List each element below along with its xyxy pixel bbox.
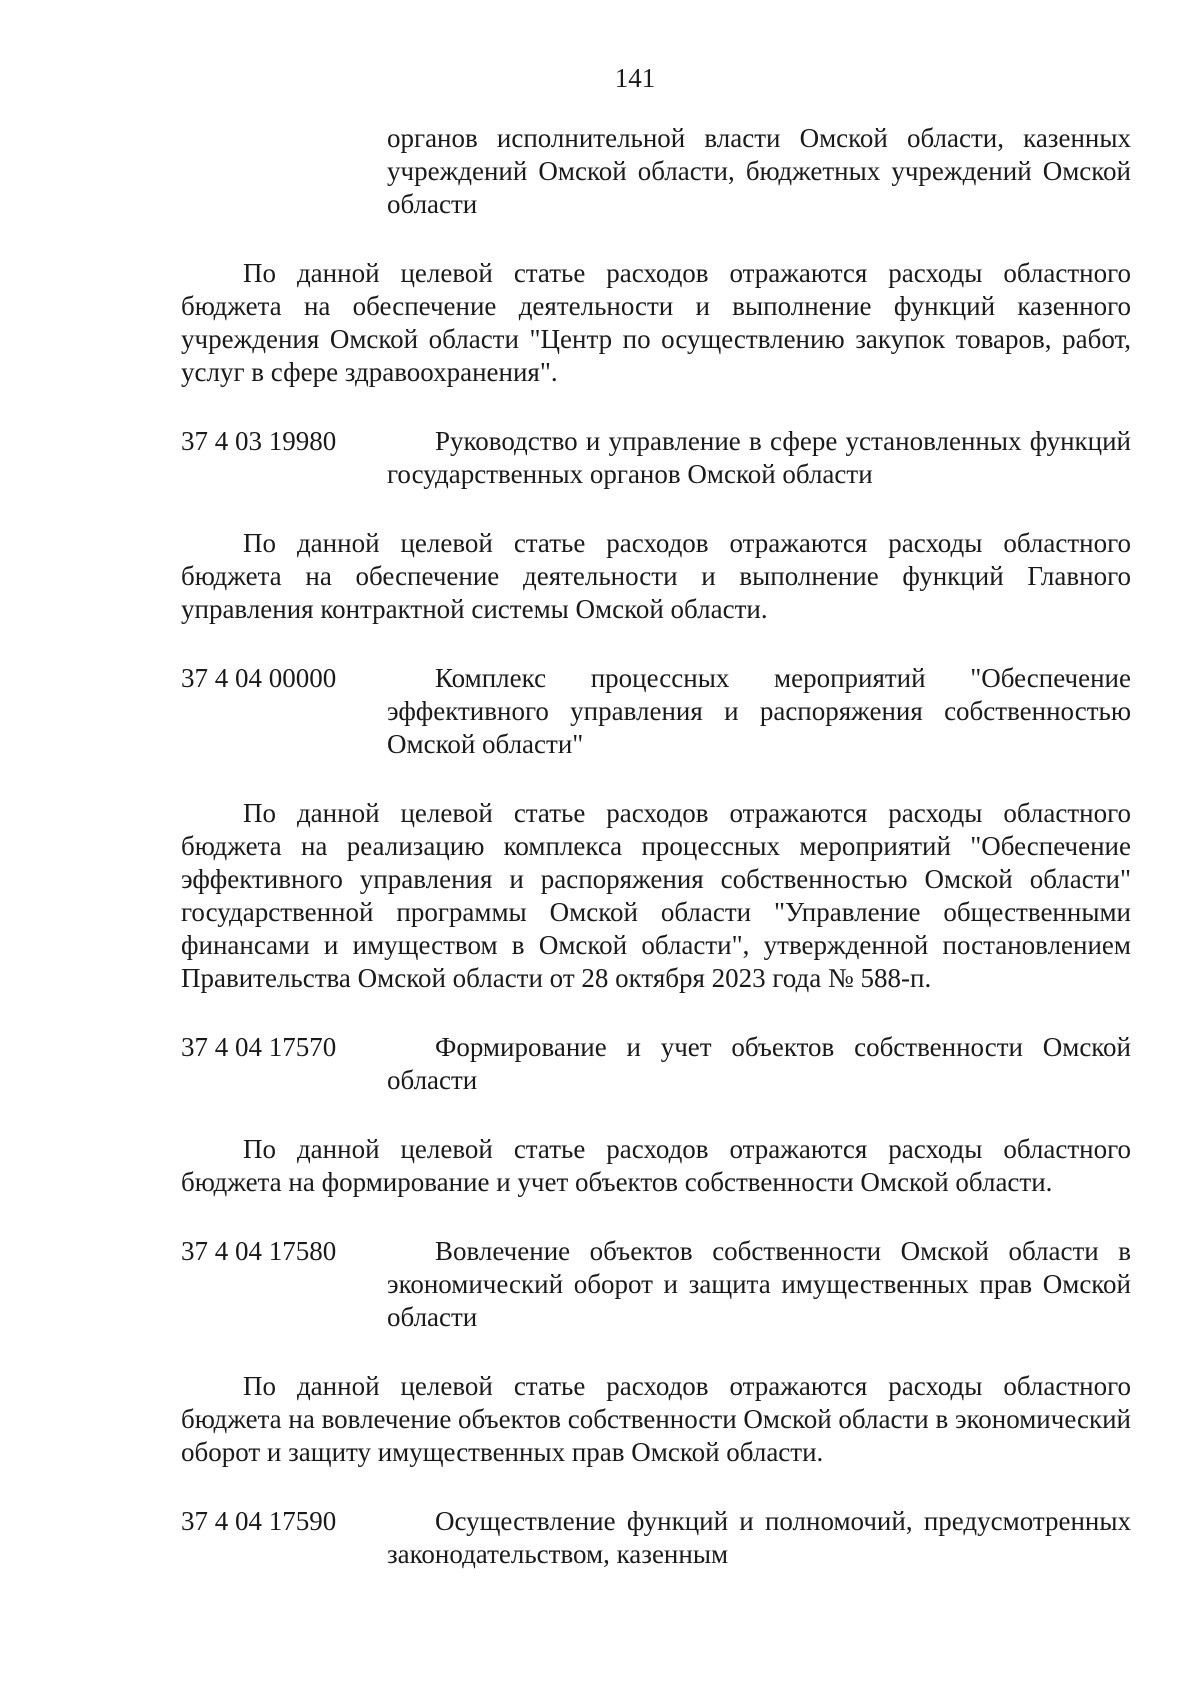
- entry-code: 37 4 04 17580: [181, 1236, 337, 1266]
- budget-entry: [181, 425, 1131, 491]
- document-body: [181, 122, 1131, 1571]
- intro-title: органов исполнительной власти Омской области, казенных учреждений Омской области, бюджетных учреждений Омской области: [387, 123, 1131, 219]
- page-number: 141: [614, 63, 656, 93]
- entry-title: Осуществление функций и полномочий, предусмотренных законодательством, казенным: [387, 1506, 1131, 1569]
- budget-entry: [181, 1031, 1131, 1097]
- entry-description: По данной целевой статье расходов отражаются расходы областного бюджета на обеспечение деятельности и выполнение функций казенного учреждения Омской области "Центр по осуществлению закупок товаров, работ, услуг в сфере здравоохранения".: [181, 258, 1131, 387]
- entry-code: 37 4 04 17570: [181, 1032, 337, 1062]
- entry-title: Формирование и учет объектов собственности Омской области: [387, 1032, 1131, 1095]
- entry-code: 37 4 04 00000: [181, 663, 337, 693]
- entry-code: 37 4 03 19980: [181, 426, 337, 456]
- entry-code: 37 4 04 17590: [181, 1506, 337, 1536]
- entry-title: Комплекс процессных мероприятий "Обеспечение эффективного управления и распоряжения собственностью Омской области": [387, 663, 1131, 759]
- entry-description: По данной целевой статье расходов отражаются расходы областного бюджета на вовлечение объектов собственности Омской области в экономический оборот и защиту имущественных прав Омской области.: [181, 1371, 1131, 1467]
- budget-entry: [181, 1505, 1131, 1571]
- entry-description: По данной целевой статье расходов отражаются расходы областного бюджета на формирование и учет объектов собственности Омской области.: [181, 1134, 1131, 1197]
- budget-entry: [181, 1235, 1131, 1334]
- entry-description: По данной целевой статье расходов отражаются расходы областного бюджета на обеспечение деятельности и выполнение функций Главного управления контрактной системы Омской области.: [181, 528, 1131, 624]
- entry-title: Руководство и управление в сфере установленных функций государственных органов Омской области: [387, 426, 1131, 489]
- budget-entry: [181, 662, 1131, 761]
- entry-title: Вовлечение объектов собственности Омской области в экономический оборот и защита имущественных прав Омской области: [387, 1236, 1131, 1332]
- entry-description: По данной целевой статье расходов отражаются расходы областного бюджета на реализацию комплекса процессных мероприятий "Обеспечение эффективного управления и распоряжения собственностью Омской области" государственной программы Омской области "Управление общественными финансами и имуществом в Омской области", утвержденной постановлением Правительства Омской области от 28 октября 2023 года № 588-п.: [181, 798, 1131, 993]
